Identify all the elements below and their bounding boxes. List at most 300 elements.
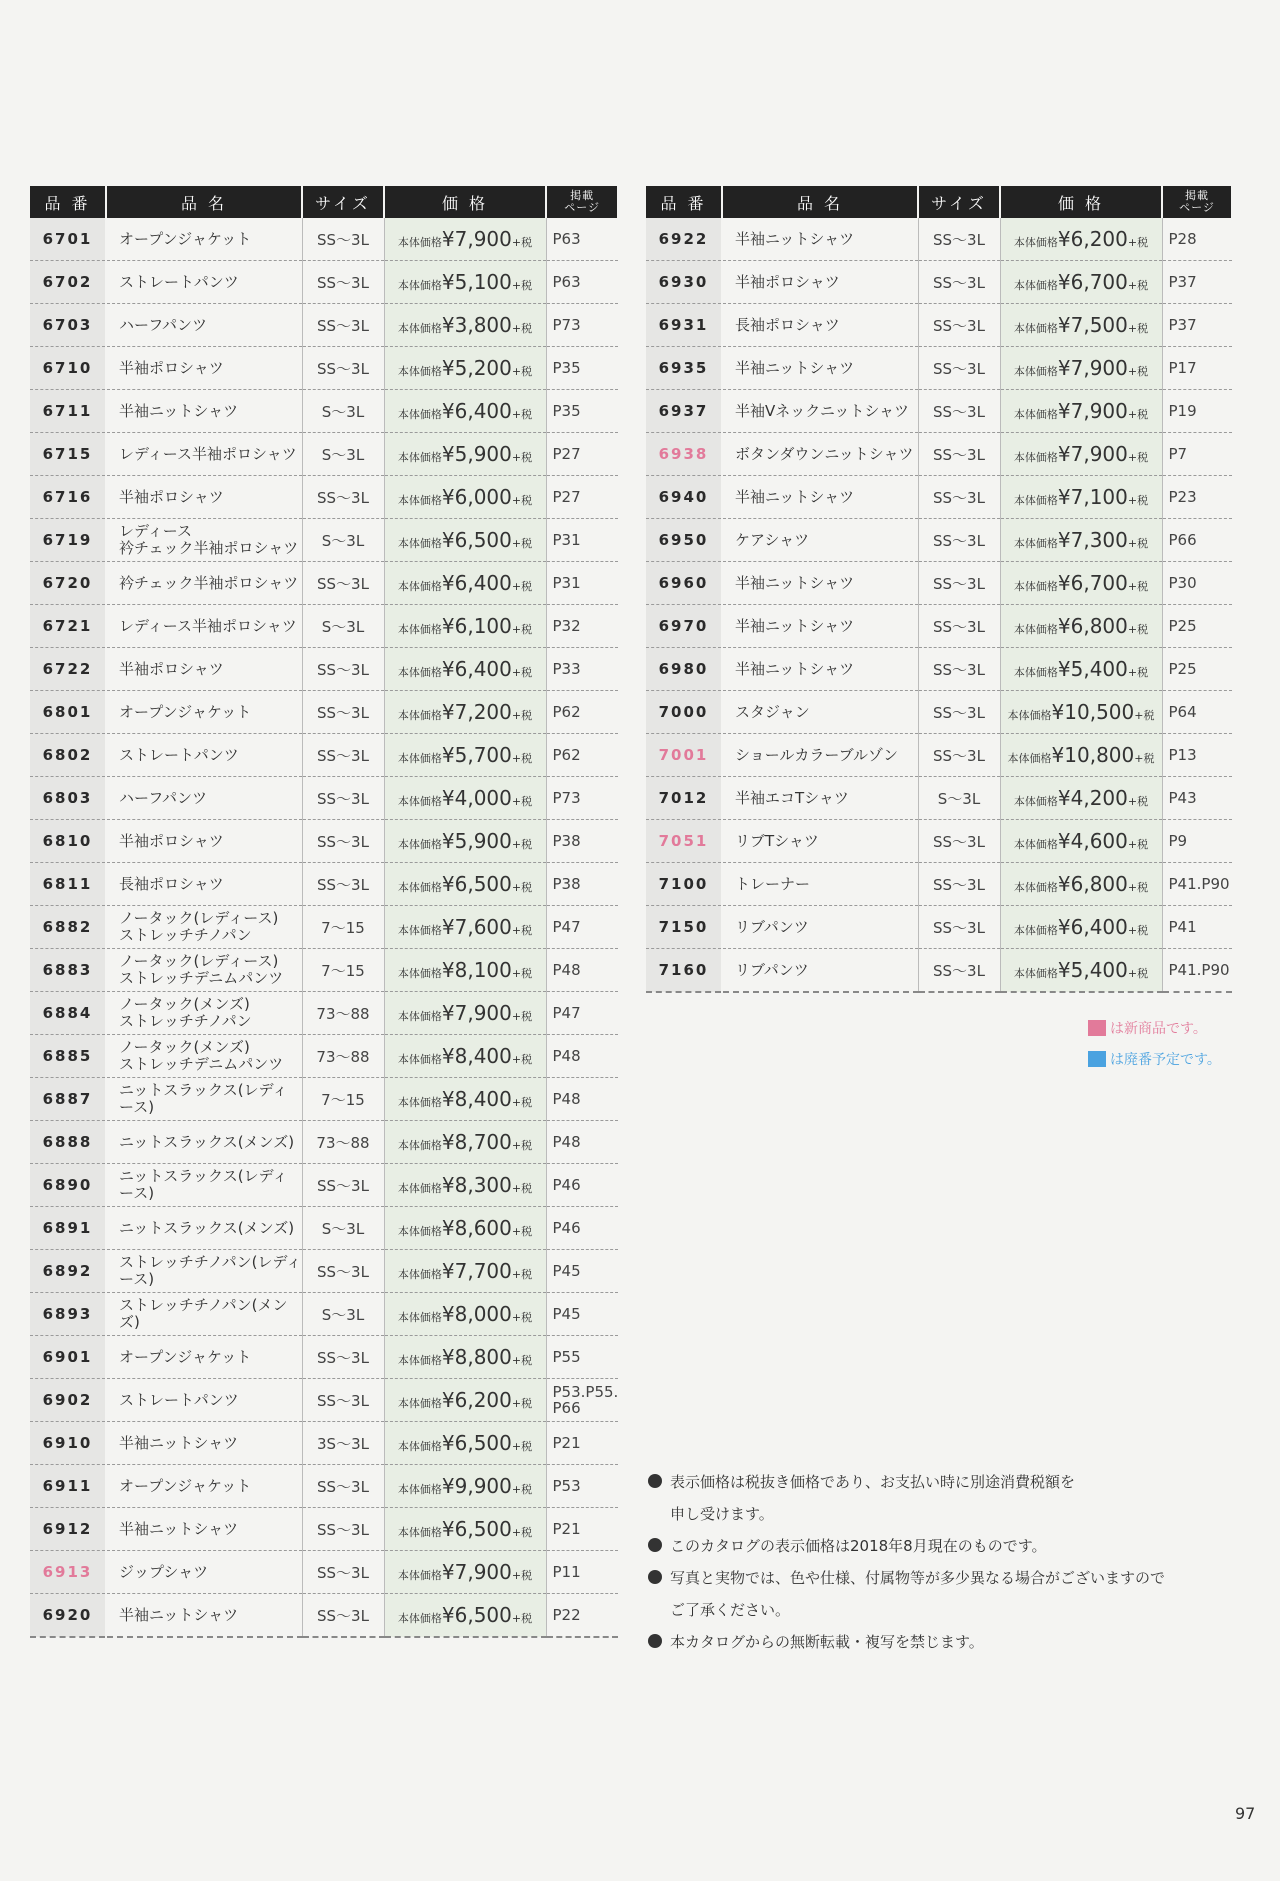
price-value: ¥6,500 (441, 1603, 512, 1627)
price-value: ¥4,600 (1057, 829, 1128, 853)
size-range: SS〜3L (302, 304, 384, 347)
note-item (648, 1530, 1250, 1562)
price-suffix: +税 (1127, 365, 1149, 378)
catalog-page-line: P55 (552, 1348, 581, 1366)
catalog-page-line: P38 (552, 875, 581, 893)
price-value: ¥8,300 (441, 1173, 512, 1197)
price (384, 906, 546, 949)
product-name (106, 777, 302, 820)
size-range: SS〜3L (918, 820, 1000, 863)
catalog-page (546, 1508, 618, 1551)
product-name-line: リブパンツ (735, 917, 809, 936)
price-value: ¥7,200 (441, 700, 512, 724)
price-value: ¥6,700 (1057, 270, 1128, 294)
product-name-line: ストレッチデニムパンツ (119, 1055, 284, 1073)
product-name-line: 半袖ニットシャツ (735, 573, 855, 592)
catalog-page-line: P41 (1168, 918, 1197, 936)
product-code: 6710 (30, 347, 106, 390)
catalog-page (1162, 820, 1232, 863)
size-range: SS〜3L (302, 691, 384, 734)
price-table-right (646, 186, 1233, 993)
size-range: SS〜3L (302, 1508, 384, 1551)
price-suffix: +税 (511, 623, 533, 636)
product-code: 7150 (646, 906, 722, 949)
price-value: ¥5,900 (441, 829, 512, 853)
product-name-line: 半袖ポロシャツ (119, 831, 224, 850)
size-range: SS〜3L (918, 906, 1000, 949)
product-name (106, 648, 302, 691)
product-code: 7051 (646, 820, 722, 863)
table-row (30, 605, 618, 648)
catalog-page (546, 691, 618, 734)
price (384, 347, 546, 390)
catalog-page-line: P31 (552, 531, 581, 549)
header-price: 価 格 (384, 186, 546, 218)
product-code: 6702 (30, 261, 106, 304)
price-value: ¥5,400 (1057, 657, 1128, 681)
product-name-line: 半袖ニットシャツ (735, 659, 855, 678)
catalog-page (1162, 519, 1232, 562)
price-prefix: 本体価格 (397, 795, 442, 808)
bullet-icon (648, 1538, 662, 1552)
product-code: 6911 (30, 1465, 106, 1508)
price-value: ¥6,000 (441, 485, 512, 509)
table-row (30, 1594, 618, 1638)
price (384, 261, 546, 304)
price-suffix: +税 (511, 1440, 533, 1453)
table-row (646, 691, 1232, 734)
header-name: 品 名 (722, 186, 918, 218)
price-value: ¥6,500 (441, 1431, 512, 1455)
table-row (30, 218, 618, 261)
product-code: 6883 (30, 949, 106, 992)
product-code: 6715 (30, 433, 106, 476)
price (384, 519, 546, 562)
product-name (722, 476, 918, 519)
price-suffix: +税 (511, 1268, 533, 1281)
price (1000, 949, 1162, 993)
size-range: S〜3L (302, 1207, 384, 1250)
price (384, 1422, 546, 1465)
catalog-page-line: P48 (552, 961, 581, 979)
price (1000, 390, 1162, 433)
price-suffix: +税 (1127, 795, 1149, 808)
price (384, 863, 546, 906)
price (1000, 433, 1162, 476)
size-range: SS〜3L (302, 1336, 384, 1379)
price-suffix: +税 (511, 1311, 533, 1324)
price-value: ¥4,200 (1057, 786, 1128, 810)
size-range: 7〜15 (302, 906, 384, 949)
product-name (722, 390, 918, 433)
table-row (30, 1551, 618, 1594)
price-value: ¥5,400 (1057, 958, 1128, 982)
product-code: 7160 (646, 949, 722, 993)
product-name (106, 1594, 302, 1638)
header-size: サイズ (302, 186, 384, 218)
price-prefix: 本体価格 (397, 1225, 442, 1238)
price-value: ¥6,100 (441, 614, 512, 638)
product-name (106, 734, 302, 777)
table-row (30, 1293, 618, 1336)
catalog-page (546, 1078, 618, 1121)
note-text: 申し受けます。 (670, 1505, 774, 1523)
catalog-page-line: P37 (1168, 273, 1197, 291)
price-value: ¥6,500 (441, 528, 512, 552)
product-code: 6902 (30, 1379, 106, 1422)
price-suffix: +税 (511, 279, 533, 292)
catalog-page-line: P46 (552, 1219, 581, 1237)
catalog-page-line: P53 (552, 1477, 581, 1495)
product-name (106, 1293, 302, 1336)
catalog-page (1162, 476, 1232, 519)
catalog-page (1162, 261, 1232, 304)
product-name (722, 218, 918, 261)
product-name (722, 820, 918, 863)
price-suffix: +税 (511, 537, 533, 550)
price-suffix: +税 (511, 1225, 533, 1238)
price-suffix: +税 (1127, 537, 1149, 550)
product-name-line: ハーフパンツ (119, 315, 208, 334)
size-range: SS〜3L (918, 691, 1000, 734)
note-item (648, 1626, 1250, 1658)
product-name (106, 820, 302, 863)
product-name (106, 347, 302, 390)
price-suffix: +税 (511, 580, 533, 593)
table-row (30, 476, 618, 519)
product-code: 6922 (646, 218, 722, 261)
product-name-line: オープンジャケット (119, 1347, 252, 1366)
size-range: SS〜3L (918, 562, 1000, 605)
table-body-right (646, 218, 1232, 992)
catalog-page (546, 648, 618, 691)
price (1000, 691, 1162, 734)
product-name-line: 半袖ポロシャツ (119, 358, 224, 377)
product-code: 6901 (30, 1336, 106, 1379)
product-name-line: オープンジャケット (119, 702, 252, 721)
product-code: 6893 (30, 1293, 106, 1336)
price (1000, 648, 1162, 691)
table-row (30, 1164, 618, 1207)
product-name-line: オープンジャケット (119, 1476, 252, 1495)
price-value: ¥8,400 (441, 1044, 512, 1068)
price-table-left (30, 186, 619, 1638)
size-range: 73〜88 (302, 1121, 384, 1164)
product-name-line: ニットスラックス(レディース) (119, 1081, 288, 1116)
catalog-page-line: P63 (552, 273, 581, 291)
catalog-page (1162, 648, 1232, 691)
product-name (106, 390, 302, 433)
product-name-line: スタジャン (735, 702, 810, 721)
size-range: S〜3L (302, 390, 384, 433)
catalog-page (1162, 734, 1232, 777)
product-code: 6890 (30, 1164, 106, 1207)
table-row (646, 562, 1232, 605)
price-value: ¥8,800 (441, 1345, 512, 1369)
table-row (646, 304, 1232, 347)
catalog-page-line: P41.P90 (1168, 961, 1230, 979)
table-row (30, 1379, 618, 1422)
catalog-page (546, 949, 618, 992)
product-code: 6716 (30, 476, 106, 519)
catalog-page (1162, 777, 1232, 820)
product-code: 6888 (30, 1121, 106, 1164)
price-suffix: +税 (511, 451, 533, 464)
price-value: ¥7,700 (441, 1259, 512, 1283)
catalog-page (546, 1551, 618, 1594)
product-name (722, 304, 918, 347)
table-row (30, 1336, 618, 1379)
price-prefix: 本体価格 (1013, 451, 1058, 464)
price (384, 1465, 546, 1508)
table-row (646, 261, 1232, 304)
price-prefix: 本体価格 (397, 1354, 442, 1367)
table-row (30, 1035, 618, 1078)
product-name (106, 906, 302, 949)
size-range: SS〜3L (302, 820, 384, 863)
price-prefix: 本体価格 (397, 1569, 442, 1582)
note-text: このカタログの表示価格は2018年8月現在のものです。 (670, 1537, 1047, 1555)
catalog-page-line: P47 (552, 918, 581, 936)
product-name-line: ストレッチデニムパンツ (119, 969, 284, 987)
product-code: 6938 (646, 433, 722, 476)
price-value: ¥6,400 (1057, 915, 1128, 939)
catalog-page (546, 906, 618, 949)
price (384, 605, 546, 648)
catalog-page-line: P23 (1168, 488, 1197, 506)
price-prefix: 本体価格 (397, 236, 442, 249)
price (384, 1336, 546, 1379)
legend-discontinued-text: は廃番予定です。 (1110, 1052, 1221, 1068)
product-code: 6892 (30, 1250, 106, 1293)
note-text: 本カタログからの無断転載・複写を禁じます。 (670, 1633, 984, 1651)
price-value: ¥8,000 (441, 1302, 512, 1326)
catalog-page-line: P73 (552, 316, 581, 334)
product-name-line: 半袖エコTシャツ (735, 788, 849, 807)
price-prefix: 本体価格 (397, 1139, 442, 1152)
size-range: 7〜15 (302, 1078, 384, 1121)
product-name (106, 562, 302, 605)
product-name-line: ニットスラックス(メンズ) (119, 1132, 295, 1151)
price-value: ¥7,900 (1057, 442, 1128, 466)
product-name (722, 605, 918, 648)
price-prefix: 本体価格 (1013, 967, 1058, 980)
product-code: 6803 (30, 777, 106, 820)
product-name-line: ハーフパンツ (119, 788, 208, 807)
catalog-page-line: P48 (552, 1133, 581, 1151)
product-code: 6940 (646, 476, 722, 519)
size-range: SS〜3L (918, 648, 1000, 691)
table-row (30, 1465, 618, 1508)
catalog-page-line: P47 (552, 1004, 581, 1022)
product-code: 6891 (30, 1207, 106, 1250)
table-row (30, 347, 618, 390)
product-code: 6711 (30, 390, 106, 433)
price-prefix: 本体価格 (397, 1010, 442, 1023)
catalog-page-line: P45 (552, 1262, 581, 1280)
table-row (646, 648, 1232, 691)
product-name-line: ストレートパンツ (119, 272, 239, 291)
price-prefix: 本体価格 (1013, 494, 1058, 507)
product-name (106, 1336, 302, 1379)
product-code: 7000 (646, 691, 722, 734)
price (384, 1594, 546, 1638)
product-name (106, 1164, 302, 1207)
price-value: ¥7,300 (1057, 528, 1128, 552)
notes-list (648, 1466, 1250, 1658)
product-name (106, 433, 302, 476)
table-row (30, 519, 618, 562)
legend-new-text: は新商品です。 (1110, 1021, 1207, 1037)
price-value: ¥6,400 (441, 571, 512, 595)
price (384, 218, 546, 261)
price-prefix: 本体価格 (1013, 537, 1058, 550)
catalog-page (546, 304, 618, 347)
price-prefix: 本体価格 (397, 1268, 442, 1281)
product-name (106, 1379, 302, 1422)
table-row (30, 777, 618, 820)
catalog-page-line: P43 (1168, 789, 1197, 807)
catalog-page (546, 777, 618, 820)
catalog-page-line: P63 (552, 230, 581, 248)
legend-discontinued (1088, 1049, 1221, 1069)
price-suffix: +税 (511, 1526, 533, 1539)
table-row (30, 1078, 618, 1121)
size-range: SS〜3L (302, 1551, 384, 1594)
product-name (722, 261, 918, 304)
product-name-line: 衿チェック半袖ポロシャツ (119, 539, 299, 557)
table-row (30, 691, 618, 734)
catalog-page-line: P9 (1168, 832, 1188, 850)
catalog-page (546, 261, 618, 304)
catalog-page-line: P21 (552, 1434, 581, 1452)
product-name-line: ケアシャツ (735, 530, 810, 549)
product-name-line: レディース (119, 522, 193, 540)
price (384, 1078, 546, 1121)
price-suffix: +税 (1127, 279, 1149, 292)
product-code: 6801 (30, 691, 106, 734)
product-code: 7001 (646, 734, 722, 777)
table-row (30, 906, 618, 949)
header-code: 品 番 (30, 186, 106, 218)
price-prefix: 本体価格 (1013, 838, 1058, 851)
size-range: SS〜3L (302, 347, 384, 390)
price-prefix: 本体価格 (397, 1182, 442, 1195)
price-prefix: 本体価格 (397, 494, 442, 507)
table-row (646, 734, 1232, 777)
product-name-line: ノータック(メンズ) (119, 1038, 250, 1056)
product-code: 6935 (646, 347, 722, 390)
price-value: ¥7,500 (1057, 313, 1128, 337)
table-row (646, 777, 1232, 820)
price-prefix: 本体価格 (397, 924, 442, 937)
catalog-page (546, 347, 618, 390)
table-row (30, 863, 618, 906)
size-range: SS〜3L (302, 1164, 384, 1207)
price-prefix: 本体価格 (1013, 623, 1058, 636)
product-name (722, 691, 918, 734)
price-suffix: +税 (511, 924, 533, 937)
table-header (30, 186, 618, 218)
table-row (30, 562, 618, 605)
size-range: SS〜3L (918, 519, 1000, 562)
price (384, 949, 546, 992)
size-range: SS〜3L (918, 476, 1000, 519)
price (384, 562, 546, 605)
size-range: SS〜3L (302, 1250, 384, 1293)
price-value: ¥7,900 (441, 227, 512, 251)
size-range: SS〜3L (918, 605, 1000, 648)
price-prefix: 本体価格 (1013, 322, 1058, 335)
price-prefix: 本体価格 (1007, 709, 1052, 722)
product-code: 6722 (30, 648, 106, 691)
product-code: 6950 (646, 519, 722, 562)
size-range: SS〜3L (302, 863, 384, 906)
price-prefix: 本体価格 (1007, 752, 1052, 765)
catalog-page-line: P27 (552, 445, 581, 463)
price-prefix: 本体価格 (397, 408, 442, 421)
product-code: 6882 (30, 906, 106, 949)
catalog-page-line: P45 (552, 1305, 581, 1323)
price-suffix: +税 (1127, 838, 1149, 851)
table-row (30, 648, 618, 691)
price-prefix: 本体価格 (1013, 924, 1058, 937)
price-value: ¥6,700 (1057, 571, 1128, 595)
product-name (106, 261, 302, 304)
table-row (30, 1250, 618, 1293)
price-suffix: +税 (1127, 322, 1149, 335)
table-row (646, 347, 1232, 390)
size-range: S〜3L (302, 1293, 384, 1336)
product-name (106, 218, 302, 261)
price-value: ¥6,500 (441, 1517, 512, 1541)
product-name-line: 半袖ポロシャツ (119, 659, 224, 678)
product-name (106, 949, 302, 992)
price-prefix: 本体価格 (397, 537, 442, 550)
product-code: 6719 (30, 519, 106, 562)
product-name-line: オープンジャケット (119, 229, 252, 248)
price-prefix: 本体価格 (397, 1311, 442, 1324)
product-name (106, 304, 302, 347)
product-name-line: ノータック(レディース) (119, 909, 279, 927)
price-prefix: 本体価格 (397, 1096, 442, 1109)
product-code: 6980 (646, 648, 722, 691)
price (384, 777, 546, 820)
product-code: 6884 (30, 992, 106, 1035)
price-value: ¥10,800 (1051, 743, 1135, 767)
product-code: 6913 (30, 1551, 106, 1594)
header-page: 掲載 ページ (546, 186, 618, 218)
price (384, 1035, 546, 1078)
table-row (30, 949, 618, 992)
size-range: SS〜3L (302, 1465, 384, 1508)
price-value: ¥6,400 (441, 399, 512, 423)
product-name (106, 1551, 302, 1594)
catalog-page-line: P27 (552, 488, 581, 506)
price-value: ¥6,500 (441, 872, 512, 896)
price-suffix: +税 (511, 1483, 533, 1496)
bullet-icon (648, 1634, 662, 1648)
table-row (646, 476, 1232, 519)
product-name-line: ショールカラーブルゾン (735, 745, 899, 764)
price-suffix: +税 (511, 666, 533, 679)
price-prefix: 本体価格 (1013, 666, 1058, 679)
table-row (30, 433, 618, 476)
size-range: S〜3L (918, 777, 1000, 820)
product-name (106, 1035, 302, 1078)
price-value: ¥6,200 (1057, 227, 1128, 251)
price-suffix: +税 (1127, 666, 1149, 679)
